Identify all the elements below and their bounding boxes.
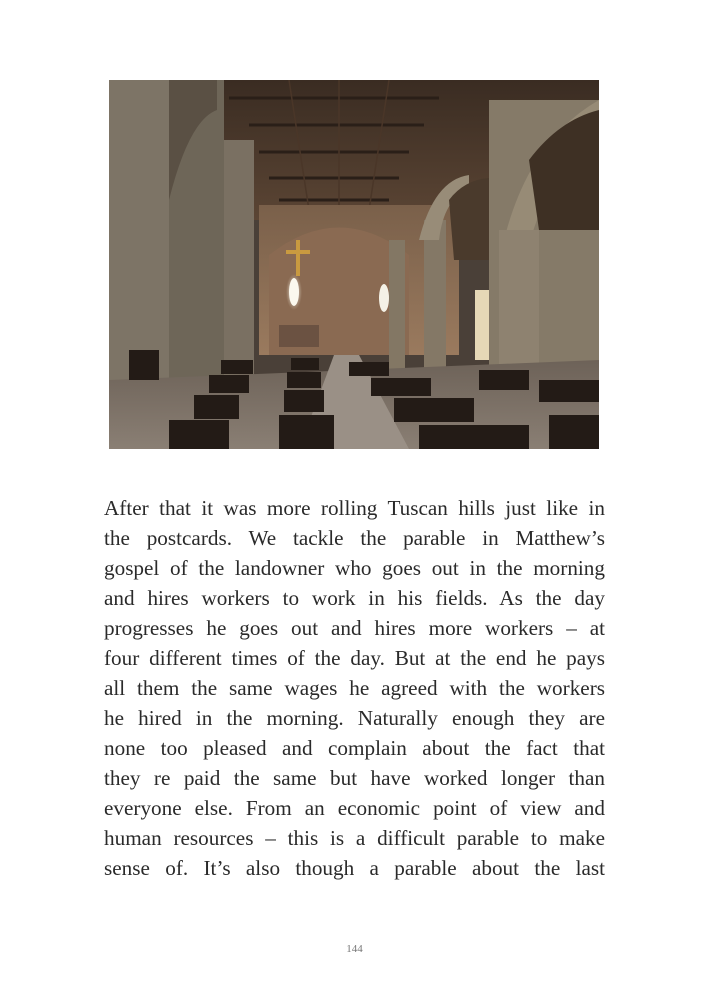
- text-line: all them the same wages he agreed with the workers: [104, 676, 605, 700]
- text-line: everyone else. From an economic point of view and: [104, 796, 605, 820]
- page-number: 144: [346, 943, 363, 955]
- text-line: the postcards. We tackle the parable in Matthew’s: [104, 526, 605, 550]
- text-line: they re paid the same but have worked longer than: [104, 766, 605, 790]
- church-interior-photo: [109, 80, 599, 449]
- body-paragraph: [104, 493, 605, 883]
- text-line: human resources – this is a difficult parable to make: [104, 826, 605, 850]
- text-line: he hired in the morning. Naturally enough they are: [104, 706, 605, 730]
- text-line: sense of. It’s also though a parable about the last: [104, 856, 605, 880]
- text-line: gospel of the landowner who goes out in the morning: [104, 556, 605, 580]
- text-line: none too pleased and complain about the fact that: [104, 736, 605, 760]
- text-line: progresses he goes out and hires more workers – at: [104, 616, 605, 640]
- text-line: and hires workers to work in his fields. As the day: [104, 586, 605, 610]
- text-line: four different times of the day. But at the end he pays: [104, 646, 605, 670]
- church-interior-illustration: [109, 80, 599, 449]
- text-line: After that it was more rolling Tuscan hills just like in: [104, 496, 605, 520]
